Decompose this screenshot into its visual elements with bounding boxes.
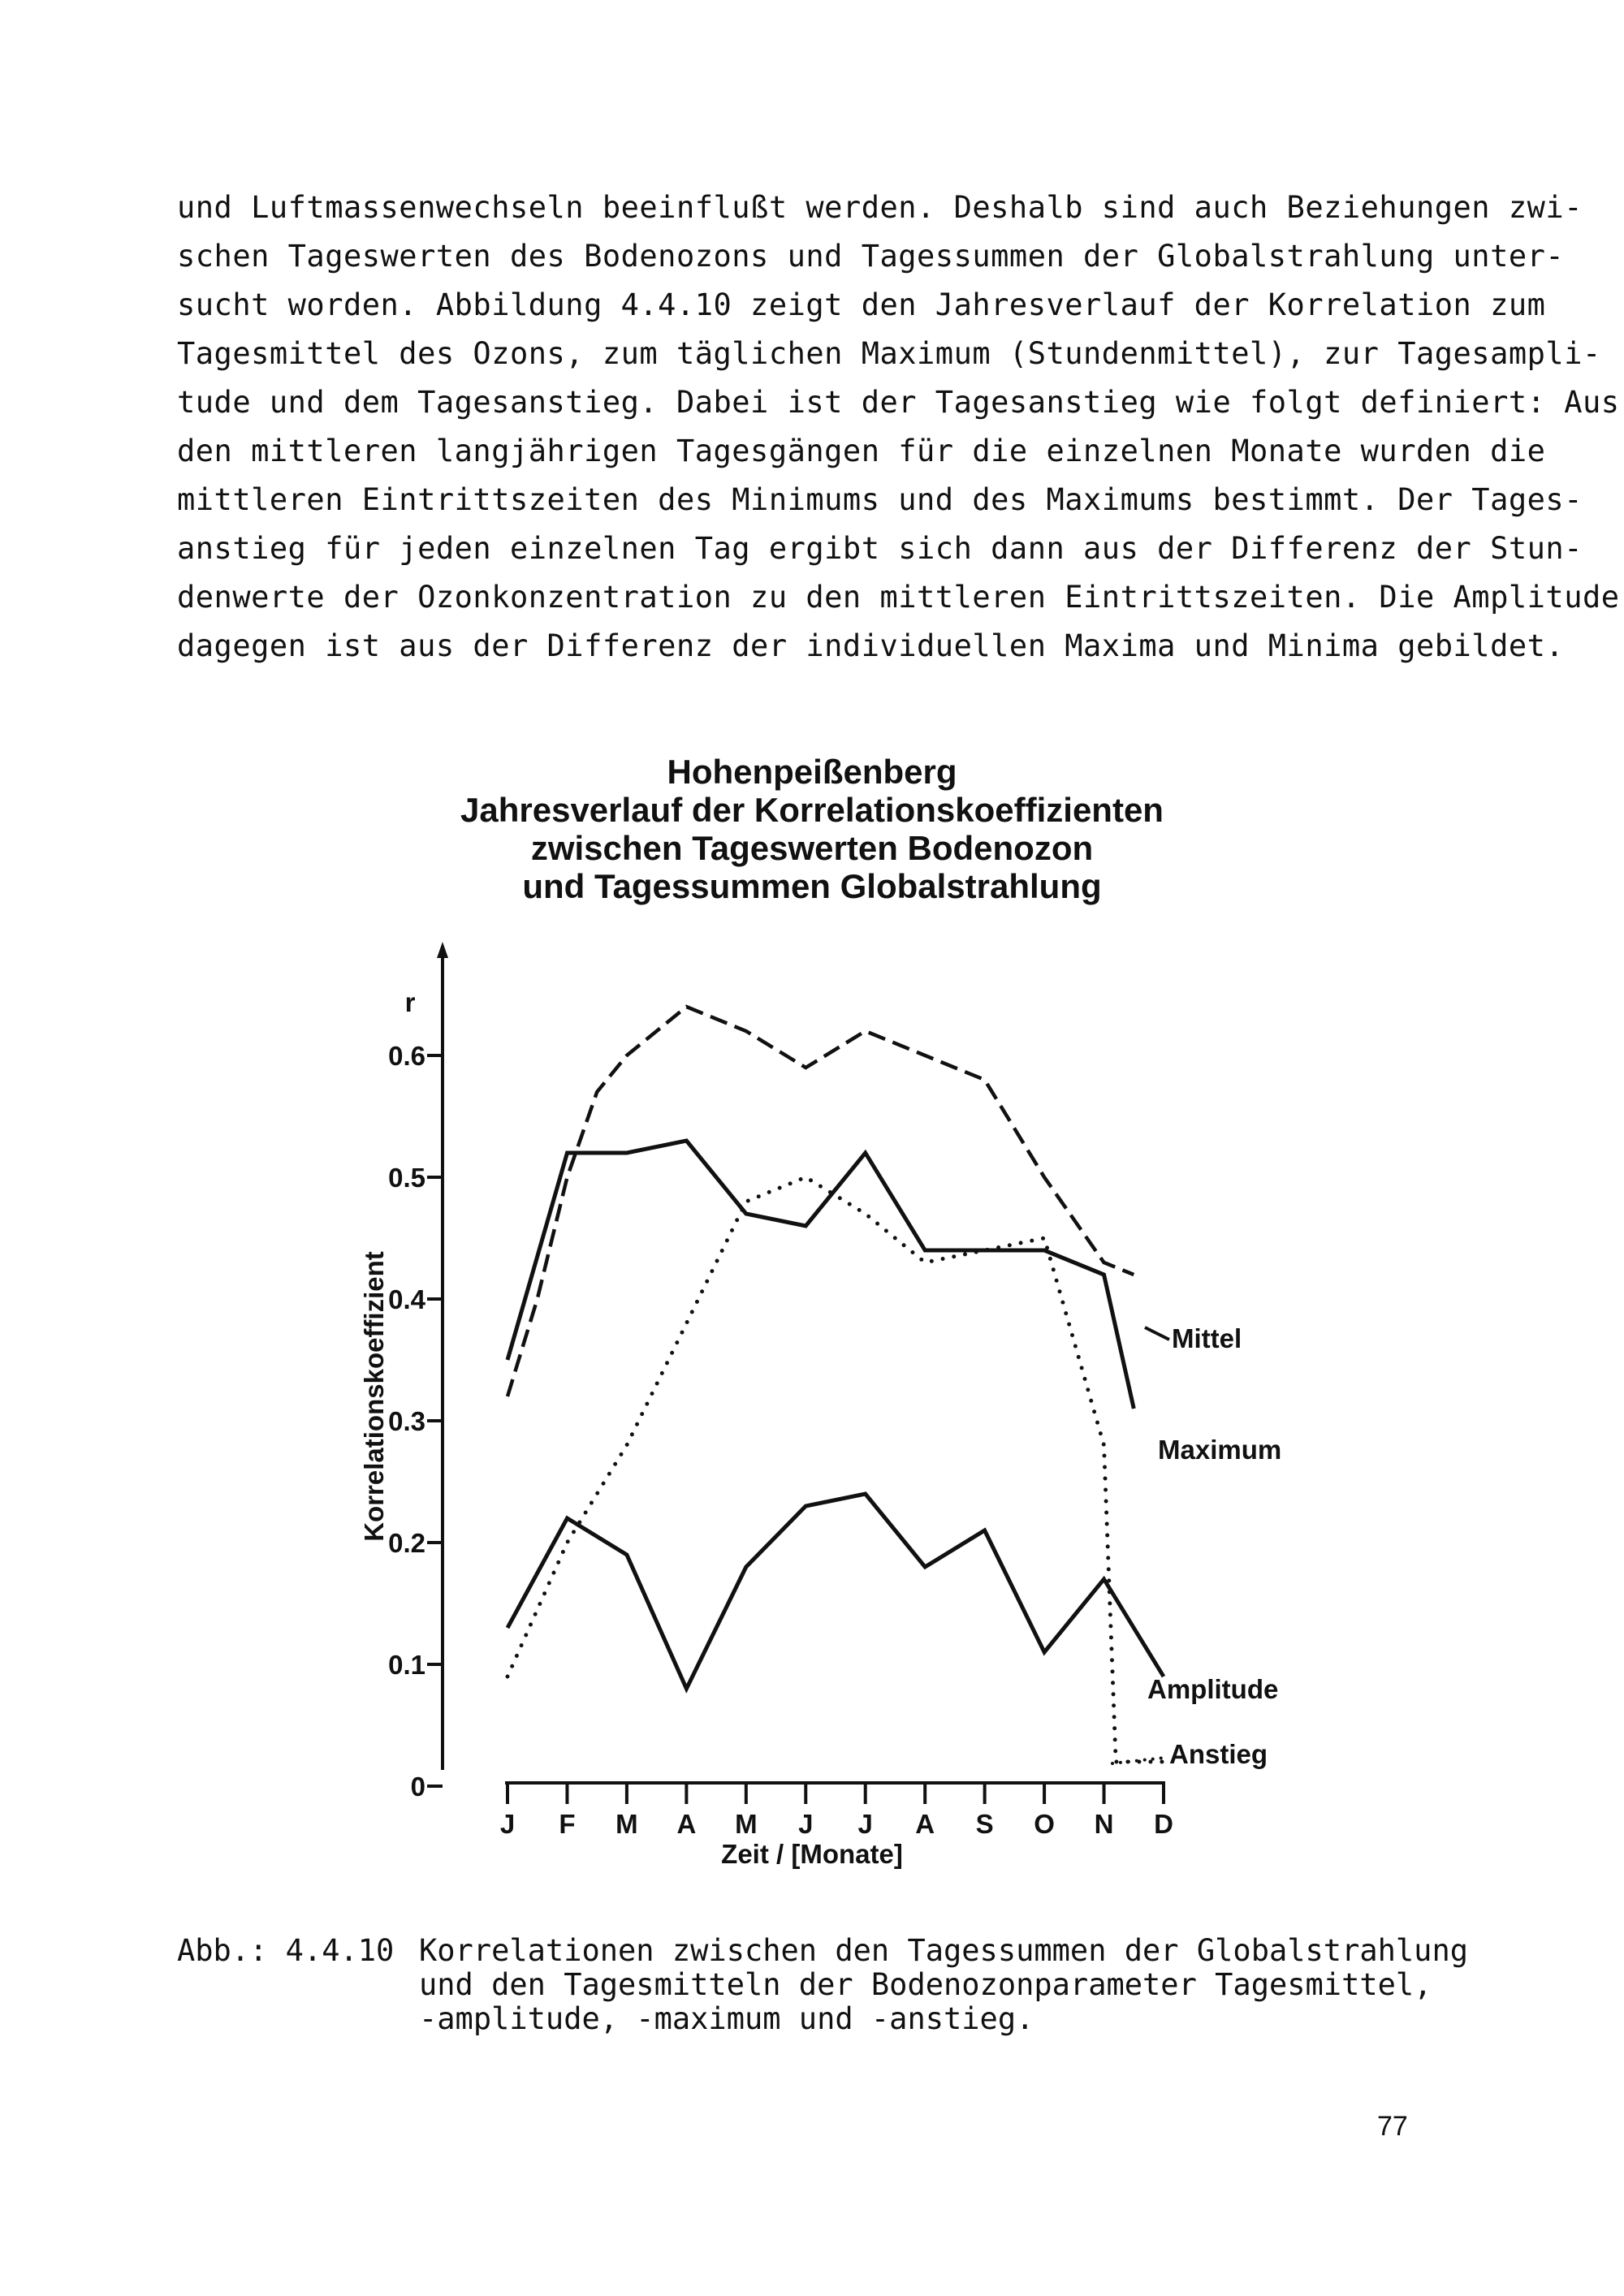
x-tick-label: O	[1034, 1809, 1055, 1839]
chart-title-line: Jahresverlauf der Korrelationskoeffizienten	[460, 791, 1164, 829]
y-axis-unit: r	[404, 987, 416, 1017]
body-line: Tagesmittel des Ozons, zum täglichen Maximum (Stundenmittel), zur Tagesampli-	[177, 336, 1601, 371]
series-lines	[508, 1007, 1164, 1762]
x-tick-label: J	[857, 1809, 873, 1839]
chart-title-line: und Tagessummen Globalstrahlung	[522, 867, 1102, 905]
y-axis-arrow	[437, 942, 448, 958]
mittel-leader	[1145, 1327, 1169, 1340]
series-label-amplitude: Amplitude	[1147, 1674, 1279, 1704]
x-tick-label: M	[735, 1809, 758, 1839]
x-axis-title: Zeit / [Monate]	[721, 1839, 903, 1869]
series-labels	[1112, 1323, 1281, 1769]
series-label-anstieg: Anstieg	[1169, 1739, 1268, 1769]
y-tick-label: 0.2	[388, 1528, 425, 1558]
series-line-mittel	[508, 1007, 1134, 1396]
body-line: schen Tageswerten des Bodenozons und Tagessummen der Globalstrahlung unter-	[177, 239, 1565, 274]
y-tick-label: 0.3	[388, 1406, 425, 1436]
chart-title	[460, 753, 1164, 905]
caption-line: und den Tagesmitteln der Bodenozonparameter Tagesmittel,	[419, 1967, 1432, 2002]
caption-line: -amplitude, -maximum und -anstieg.	[419, 2001, 1034, 2036]
series-label-mittel: Mittel	[1172, 1323, 1242, 1353]
x-axis	[505, 1783, 1165, 1869]
y-tick-label: 0.5	[388, 1163, 425, 1193]
x-tick-label: F	[559, 1809, 576, 1839]
chart-title-line: zwischen Tageswerten Bodenozon	[530, 829, 1094, 867]
figure-label: Abb.: 4.4.10	[177, 1933, 395, 1968]
y-tick-label: 0.6	[388, 1041, 425, 1071]
x-tick-label: D	[1154, 1809, 1173, 1839]
x-tick-label: M	[615, 1809, 638, 1839]
body-line: den mittleren langjährigen Tagesgängen für die einzelnen Monate wurden die	[177, 434, 1546, 468]
body-line: mittleren Eintrittszeiten des Minimums und des Maximums bestimmt. Der Tages-	[177, 482, 1583, 517]
x-ticks	[500, 1783, 1173, 1839]
series-line-maximum	[508, 1141, 1134, 1409]
series-label-maximum: Maximum	[1158, 1435, 1282, 1465]
body-line: tude und dem Tagesanstieg. Dabei ist der Tagesanstieg wie folgt definiert: Aus	[177, 385, 1620, 420]
body-line: denwerte der Ozonkonzentration zu den mittleren Eintrittszeiten. Die Amplitude	[177, 580, 1620, 615]
x-tick-label: N	[1094, 1809, 1114, 1839]
body-line: anstieg für jeden einzelnen Tag ergibt sich dann aus der Differenz der Stun-	[177, 531, 1583, 566]
x-tick-label: S	[975, 1809, 994, 1839]
chart-title-line: Hohenpeißenberg	[667, 753, 957, 791]
y-tick-label: 0.4	[388, 1284, 425, 1314]
x-tick-label: J	[798, 1809, 814, 1839]
y-tick-label: 0	[410, 1772, 425, 1802]
y-axis-title: Korrelationskoeffizient	[359, 1251, 389, 1542]
y-ticks	[388, 1041, 443, 1802]
body-line: und Luftmassenwechseln beeinflußt werden. Deshalb sind auch Beziehungen zwi-	[177, 190, 1583, 225]
x-tick-label: A	[676, 1809, 697, 1839]
body-line: sucht worden. Abbildung 4.4.10 zeigt den Jahresverlauf der Korrelation zum	[177, 287, 1546, 322]
y-tick-label: 0.1	[388, 1650, 425, 1680]
x-tick-label: A	[915, 1809, 935, 1839]
page-number: 77	[1377, 2111, 1408, 2142]
series-line-anstieg	[508, 1177, 1164, 1762]
figure-caption	[419, 1934, 1468, 2036]
body-line: dagegen ist aus der Differenz der individuellen Maxima und Minima gebildet.	[177, 628, 1565, 663]
x-tick-label: J	[499, 1809, 516, 1839]
series-line-amplitude	[508, 1494, 1164, 1689]
caption-line: Korrelationen zwischen den Tagessummen der Globalstrahlung	[419, 1933, 1469, 1968]
